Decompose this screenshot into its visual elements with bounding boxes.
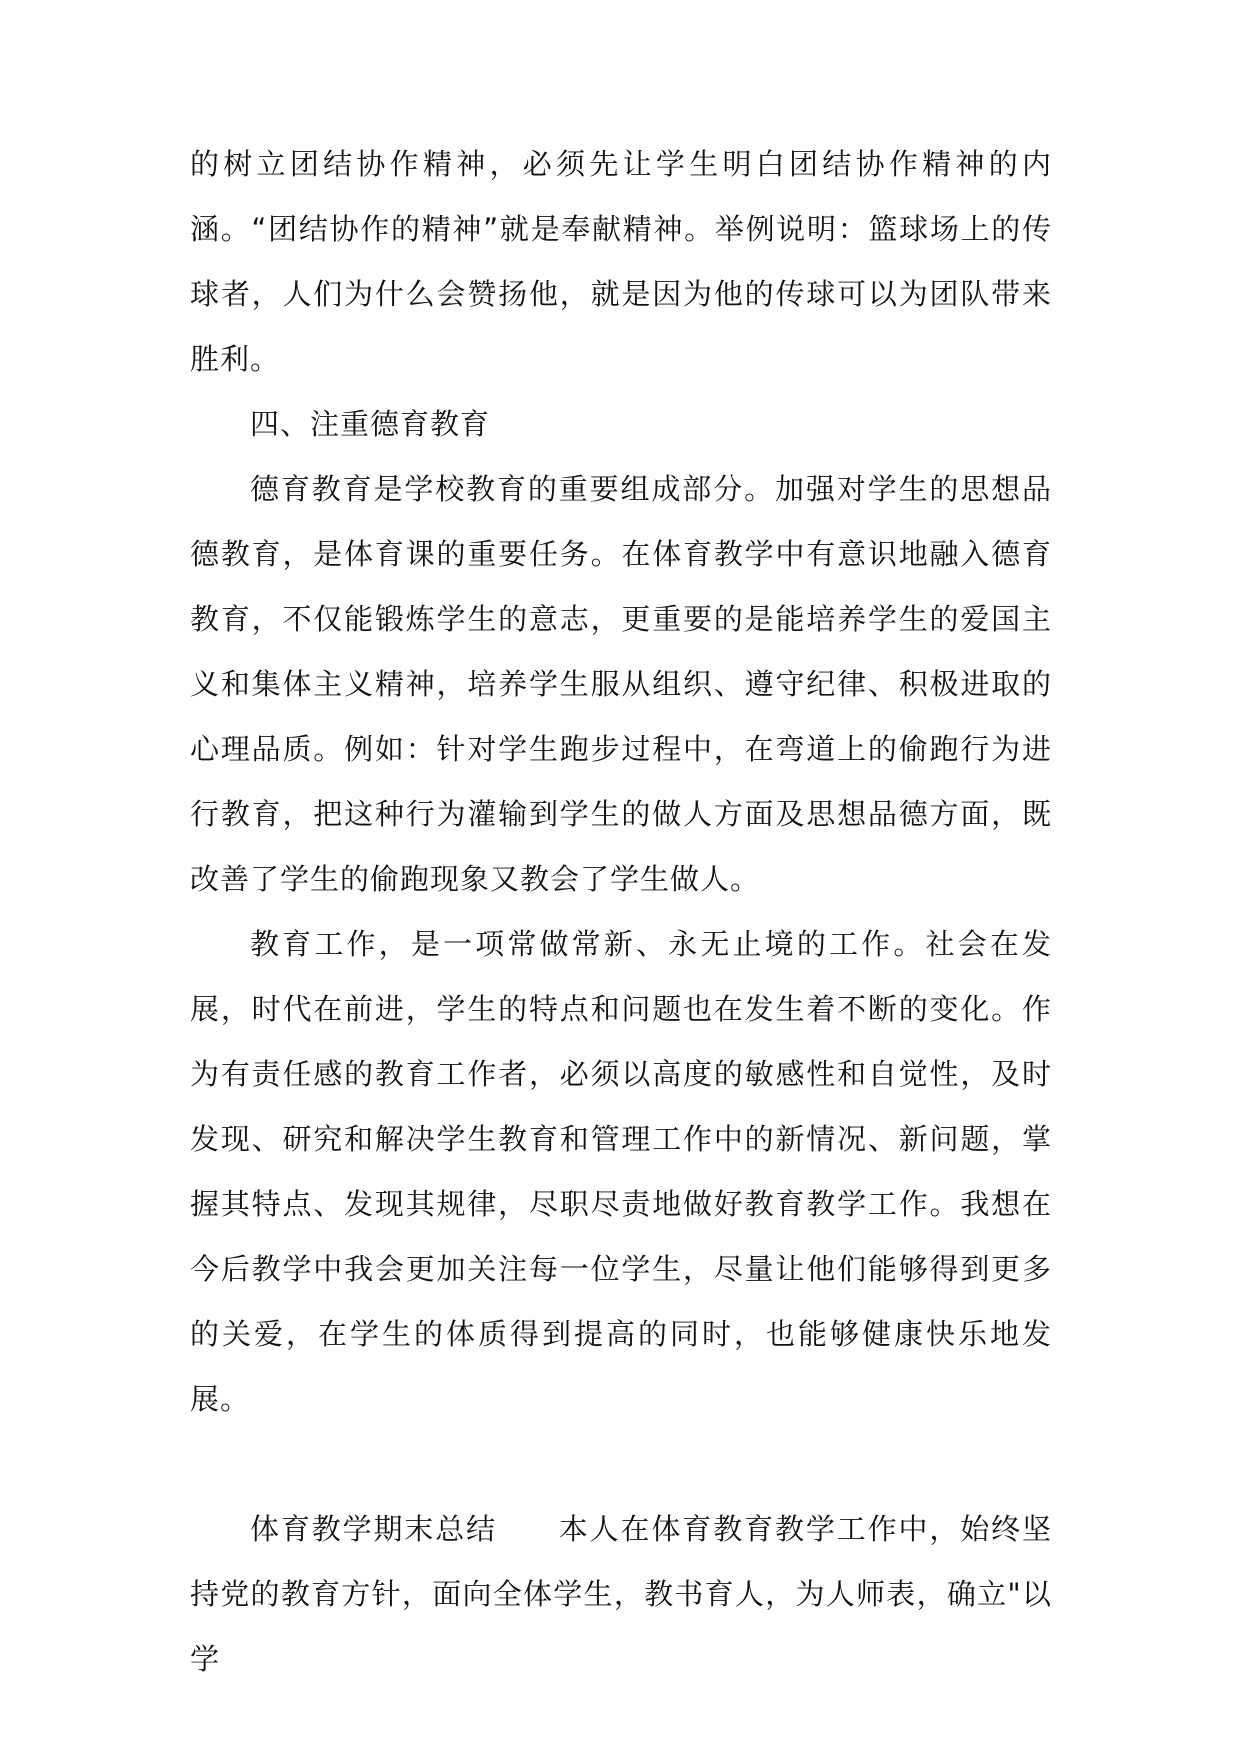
paragraph-moral-education: 德育教育是学校教育的重要组成部分。加强对学生的思想品德教育，是体育课的重要任务。在体育教学中有意识地融入德育教育，不仅能锻炼学生的意志，更重要的是能培养学生的爱国主义和集体主义精神，培养学生服从组织、遵守纪律、积极进取的心理品质。例如：针对学生跑步过程中，在弯道上的偷跑行为进行教育，把这种行为灌输到学生的做人方面及思想品德方面，既改善了学生的偷跑现象又教会了学生做人。 — [190, 472, 1052, 896]
section-heading: 四、注重德育教育 — [250, 407, 491, 441]
paragraph-conclusion: 教育工作，是一项常做常新、永无止境的工作。社会在发展，时代在前进，学生的特点和问题也在发生着不断的变化。作为有责任感的教育工作者，必须以高度的敏感性和自觉性，及时发现、研究和解决学生教育和管理工作中的新情况、新问题，掌握其特点、发现其规律，尽职尽责地做好教育教学工作。我想在今后教学中我会更加关注每一位学生，尽量让他们能够得到更多的关爱，在学生的体质得到提高的同时，也能够健康快乐地发展。 — [190, 927, 1052, 1416]
paragraph-new-summary: 体育教学期末总结 本人在体育教育教学工作中，始终坚持党的教育方针，面向全体学生，教书育人，为人师表，确立"以学 — [190, 1512, 1052, 1676]
blank-line — [190, 1432, 1052, 1497]
body-text — [190, 132, 1052, 1692]
paragraph-continuation: 的树立团结协作精神，必须先让学生明白团结协作精神的内涵。“团结协作的精神”就是奉献精神。举例说明：篮球场上的传球者，人们为什么会赞扬他，就是因为他的传球可以为团队带来胜利。 — [190, 147, 1052, 376]
